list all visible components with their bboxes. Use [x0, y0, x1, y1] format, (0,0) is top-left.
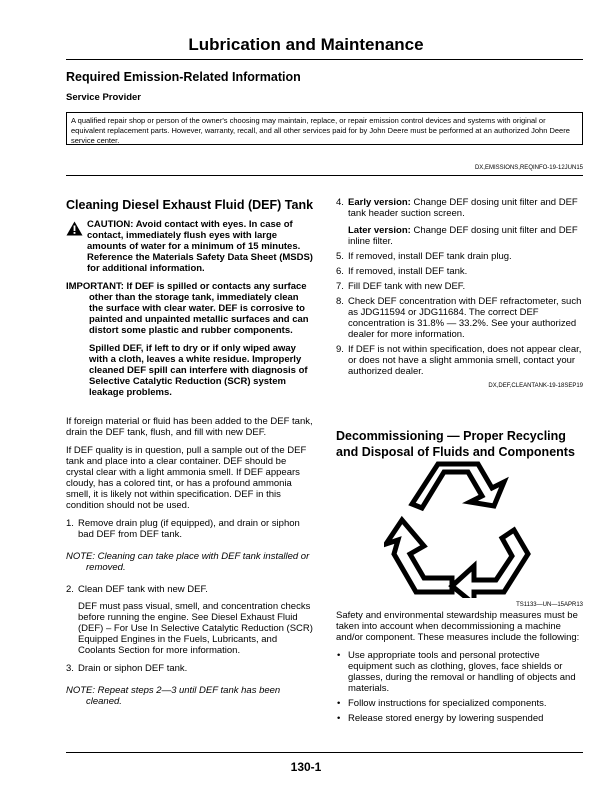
figure-reference: TS1133—UN—15APR13 [516, 602, 583, 608]
paragraph: Safety and environmental stewardship measures must be taken into account when decommissioning a machine and/or component. These measures include the following: [336, 610, 580, 643]
page-number: 130-1 [290, 760, 322, 774]
step-text: If DEF is not within specification, does not appear clear, or does not have a slight ammonia smell, contact your authorized dealer. [348, 344, 582, 377]
section-title-emission: Required Emission-Related Information [66, 70, 301, 84]
step-number: 9. [336, 344, 344, 355]
note: NOTE: Cleaning can take place with DEF tank installed or removed. [66, 551, 310, 573]
bullet-icon: • [337, 713, 341, 724]
caution-text: CAUTION: Avoid contact with eyes. In case of contact, immediately flush eyes with large amounts of water for a minimum of 15 minutes. Reference the Materials Safety Data Sheet (MSDS) for additional information. [87, 219, 313, 274]
section-subtitle-service-provider: Service Provider [66, 92, 141, 103]
step-number: 8. [336, 296, 344, 307]
step-number: 4. [336, 197, 344, 208]
left-column [66, 197, 314, 707]
bullet-text: Use appropriate tools and personal protective equipment such as clothing, gloves, face shields or glasses, during the removal or handling of objects and materials. [348, 650, 576, 694]
important-text: IMPORTANT: If DEF is spilled or contacts any surface other than the storage tank, immediately clean the surface with clear water. DEF is corrosive to painted and unpainted metallic surfaces and can distort some plastic and rubber components. [66, 281, 309, 336]
step-text: Drain or siphon DEF tank. [78, 663, 188, 674]
right-column [336, 197, 583, 392]
header-divider [66, 59, 583, 60]
bullet-text: Follow instructions for specialized components. [348, 698, 547, 709]
step-number: 7. [336, 281, 344, 292]
list-item [336, 266, 583, 277]
bullet-icon: • [337, 698, 341, 709]
list-item [66, 663, 314, 674]
important-text-2: Spilled DEF, if left to dry or if only wiped away with a cloth, leaves a white residue. Improperly cleaned DEF spill can interfere with diagnosis of Selective Catalytic Reduction (SCR) system leakage problems. [89, 343, 308, 398]
step-text: Check DEF concentration with DEF refractometer, such as JDG11594 or JDG11684. The correct DEF concentration is 31.8% — 33.2%. See your authorized dealer for more information. [348, 296, 582, 340]
step-number: 1. [66, 518, 74, 529]
paragraph: If foreign material or fluid has been added to the DEF tank, drain the DEF tank, flush, and fill with new DEF. [66, 416, 313, 438]
important-block [66, 281, 314, 398]
warning-icon [66, 221, 83, 236]
reference-code: DX,EMISSIONS,REQINFO-19-12JUN15 [474, 165, 583, 171]
list-item [66, 518, 314, 540]
bullet-text: Release stored energy by lowering suspended [348, 713, 544, 724]
reference-code: DX,DEF,CLEANTANK-19-18SEP19 [488, 383, 583, 389]
list-item [336, 281, 583, 292]
bullet-icon: • [337, 650, 341, 661]
list-item [336, 650, 583, 694]
step-text: Change DEF dosing unit filter and DEF tank header suction screen. [348, 197, 578, 219]
step-text: Clean DEF tank with new DEF. [78, 584, 208, 595]
step-text: Change DEF dosing unit filter and DEF inline filter. [348, 225, 578, 247]
list-item [336, 197, 583, 247]
section-title-cleaning: Cleaning Diesel Exhaust Fluid (DEF) Tank [66, 198, 314, 212]
list-item [66, 584, 314, 656]
section-title-decommissioning: Decommissioning — Proper Recycling and Disposal of Fluids and Components [336, 429, 575, 459]
note: NOTE: Repeat steps 2—3 until DEF tank has been cleaned. [66, 685, 281, 707]
step-detail: DEF must pass visual, smell, and concentration checks before running the engine. See Diesel Exhaust Fluid (DEF) – For Use In Selective Catalytic Reduction (SCR) Equipped Engines in the Fuels, Lubricants, and Coolants Section for more information. [78, 601, 313, 656]
list-item [336, 713, 583, 724]
footer-divider [66, 752, 583, 753]
step-number: 3. [66, 663, 74, 674]
step-number: 5. [336, 251, 344, 262]
list-item [336, 698, 583, 709]
step-text: If removed, install DEF tank drain plug. [348, 251, 512, 262]
step-text: If removed, install DEF tank. [348, 266, 468, 277]
step-text: Fill DEF tank with new DEF. [348, 281, 466, 292]
decommissioning-text [336, 602, 583, 724]
section-divider [66, 175, 583, 176]
service-provider-box: A qualified repair shop or person of the owner's choosing may maintain, replace, or repair emission control devices and systems with original or equivalent replacement parts. However, warranty, recall, and all other services paid for by John Deere must be performed at an authorized John Deere service center. [66, 112, 583, 145]
step-text: Remove drain plug (if equipped), and drain or siphon bad DEF from DEF tank. [78, 518, 300, 540]
list-item [336, 344, 583, 377]
version-label: Later version: [348, 225, 411, 236]
list-item [336, 296, 583, 340]
version-label: Early version: [348, 197, 411, 208]
paragraph: If DEF quality is in question, pull a sample out of the DEF tank and place into a clear container. DEF should be crystal clear with a light ammonia smell. If DEF appears cloudy, has a colored tint, or has a profound ammonia smell, it is likely not within specification. DEF in this condition should not be used. [66, 445, 307, 511]
step-number: 2. [66, 584, 74, 595]
recycle-icon [384, 458, 534, 598]
step-number: 6. [336, 266, 344, 277]
list-item [336, 251, 583, 262]
page-title: Lubrication and Maintenance [188, 35, 424, 54]
caution-block [66, 219, 314, 274]
